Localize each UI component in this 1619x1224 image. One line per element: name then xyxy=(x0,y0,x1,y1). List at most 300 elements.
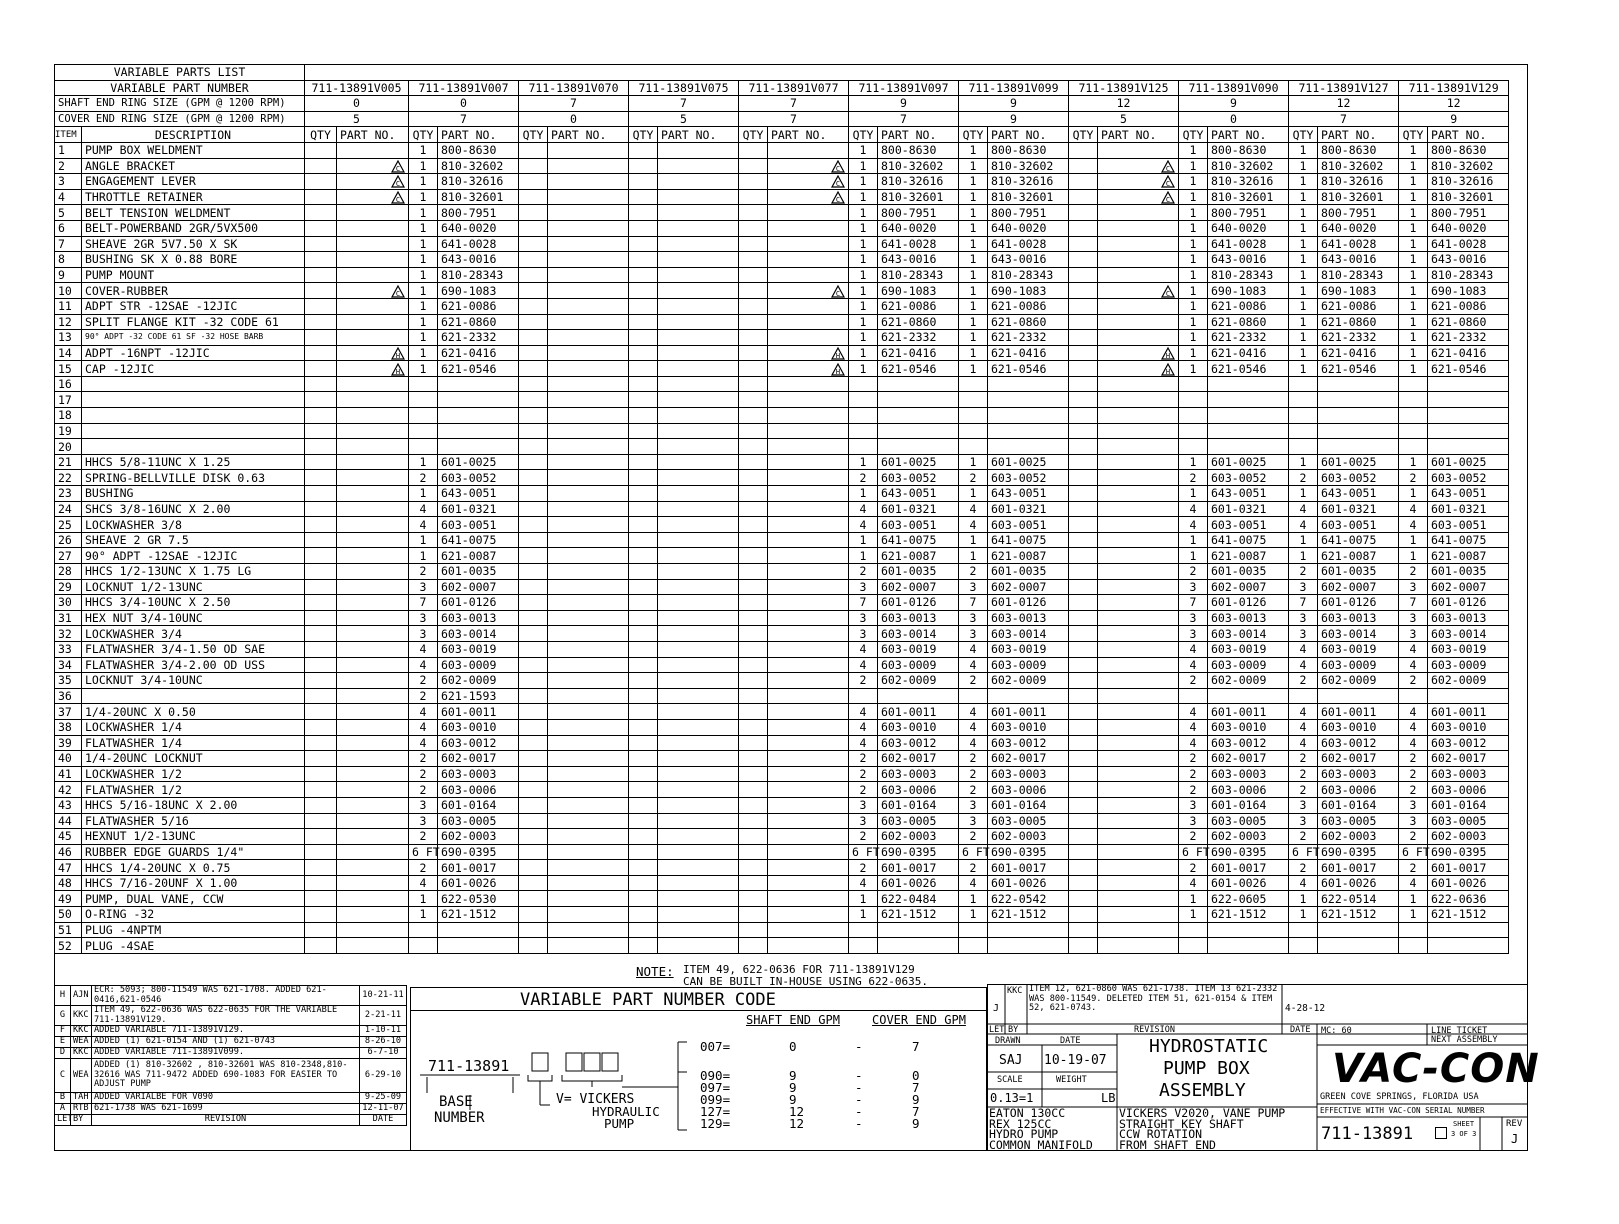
part-no-cell: 622-0484 xyxy=(878,891,959,907)
item-description: HHCS 7/16-20UNF X 1.00 xyxy=(82,875,305,891)
part-no-cell xyxy=(768,486,849,502)
qty-cell xyxy=(629,922,658,938)
part-no-cell xyxy=(658,641,739,657)
qty-cell xyxy=(1069,938,1098,954)
part-no-cell xyxy=(878,439,959,455)
qty-cell: 2 xyxy=(1179,782,1208,798)
qty-cell xyxy=(739,470,768,486)
table-row xyxy=(55,922,1619,938)
qty-cell xyxy=(519,564,548,580)
part-no-cell: 603-0051 xyxy=(438,517,519,533)
qty-cell: 1 xyxy=(1289,891,1318,907)
qty-cell: 1 xyxy=(1179,220,1208,236)
qty-cell: 1 xyxy=(959,548,988,564)
qty-cell xyxy=(519,922,548,938)
qty-cell: 3 xyxy=(849,626,878,642)
note-label: NOTE: xyxy=(636,964,674,979)
sheet-number: 3 OF 3 xyxy=(1451,1130,1477,1138)
qty-cell xyxy=(519,330,548,346)
part-no-cell: 800-8630 xyxy=(878,142,959,158)
part-no-cell: 800-7951 xyxy=(438,205,519,221)
revision-by: KKC xyxy=(71,1048,92,1059)
part-no-cell: 621-1512 xyxy=(1208,907,1289,923)
qty-cell xyxy=(629,813,658,829)
svg-text:C: C xyxy=(395,196,401,205)
qty-cell xyxy=(1399,688,1428,704)
variant-shaft-size: 9 xyxy=(959,96,1069,112)
drawn-label: DRAWN xyxy=(995,1036,1021,1046)
part-no-cell: 601-0017 xyxy=(878,860,959,876)
part-no-cell xyxy=(337,751,409,767)
part-no-cell xyxy=(1098,252,1179,268)
qty-cell: 4 xyxy=(849,704,878,720)
qty-cell xyxy=(1069,907,1098,923)
qty-cell: 1 xyxy=(959,345,988,361)
part-no-cell: 643-0016 xyxy=(988,252,1069,268)
qty-cell xyxy=(1069,766,1098,782)
qty-cell: 2 xyxy=(1289,470,1318,486)
qty-cell xyxy=(519,875,548,891)
item-header: ITEM xyxy=(55,127,82,143)
part-no-cell xyxy=(1098,439,1179,455)
qty-cell xyxy=(519,891,548,907)
part-no-cell: 690-0395 xyxy=(988,844,1069,860)
part-no-cell: 810-28343 xyxy=(438,267,519,283)
item-description: SPLIT FLANGE KIT -32 CODE 61 xyxy=(82,314,305,330)
part-no-cell xyxy=(768,252,849,268)
qty-header: QTY xyxy=(305,127,337,143)
part-no-cell: 601-0164 xyxy=(1208,797,1289,813)
qty-cell xyxy=(959,439,988,455)
part-no-cell xyxy=(1098,174,1179,190)
part-no-cell: 601-0126 xyxy=(438,595,519,611)
qty-cell: 1 xyxy=(409,174,438,190)
qty-cell xyxy=(1069,782,1098,798)
revision-text: ADDED VARIALBE FOR V090 xyxy=(92,1093,360,1104)
item-number: 43 xyxy=(55,797,82,813)
qty-cell xyxy=(1289,408,1318,424)
revision-letter: F xyxy=(55,1026,71,1037)
svg-text:H: H xyxy=(835,367,841,376)
revision-triangle-icon xyxy=(1161,160,1175,173)
qty-cell xyxy=(1289,688,1318,704)
qty-cell xyxy=(739,142,768,158)
item-number: 31 xyxy=(55,610,82,626)
qty-cell xyxy=(519,938,548,954)
qty-cell: 2 xyxy=(1399,751,1428,767)
table-row xyxy=(55,283,1619,299)
qty-cell xyxy=(849,922,878,938)
revision-by: RTB xyxy=(71,1104,92,1115)
item-number: 23 xyxy=(55,486,82,502)
part-no-cell xyxy=(548,532,629,548)
qty-cell: 3 xyxy=(1399,813,1428,829)
table-row xyxy=(55,735,1619,751)
part-no-cell xyxy=(548,283,629,299)
qty-cell: 4 xyxy=(1289,657,1318,673)
part-no-cell xyxy=(1208,376,1289,392)
part-no-cell xyxy=(768,142,849,158)
qty-cell xyxy=(305,454,337,470)
revision-text: ADDED VARIABLE 711-13891V129. xyxy=(92,1026,360,1037)
part-no-cell xyxy=(548,392,629,408)
date-label: DATE xyxy=(1060,1036,1081,1046)
part-no-cell: 621-0087 xyxy=(878,548,959,564)
part-no-cell: 601-0126 xyxy=(878,595,959,611)
part-no-cell xyxy=(1098,517,1179,533)
qty-cell: 6 FT xyxy=(849,844,878,860)
part-no-cell: 643-0051 xyxy=(1208,486,1289,502)
qty-cell xyxy=(629,938,658,954)
part-no-cell: 603-0006 xyxy=(878,782,959,798)
qty-cell xyxy=(959,423,988,439)
part-no-cell xyxy=(768,423,849,439)
part-no-cell xyxy=(1428,376,1509,392)
qty-cell xyxy=(1069,142,1098,158)
qty-cell xyxy=(1399,376,1428,392)
part-no-cell xyxy=(1098,829,1179,845)
qty-cell xyxy=(1289,938,1318,954)
part-no-cell: 603-0051 xyxy=(1208,517,1289,533)
qty-cell xyxy=(519,142,548,158)
revision-by: KKC xyxy=(71,1026,92,1037)
variant-part-number: 711-13891V129 xyxy=(1399,80,1509,96)
part-no-cell: 810-28343 xyxy=(1208,267,1289,283)
part-no-cell: 621-0416 xyxy=(1318,345,1399,361)
part-no-cell xyxy=(1098,766,1179,782)
table-row xyxy=(55,142,1619,158)
qty-cell: 1 xyxy=(1399,158,1428,174)
part-no-cell: 601-0025 xyxy=(988,454,1069,470)
part-no-cell: 810-28343 xyxy=(988,267,1069,283)
qty-cell: 2 xyxy=(959,470,988,486)
part-no-cell xyxy=(658,564,739,580)
qty-cell xyxy=(519,688,548,704)
part-no-cell: 690-1083 xyxy=(1428,283,1509,299)
qty-cell: 1 xyxy=(959,220,988,236)
code-dash: - xyxy=(855,1104,863,1119)
qty-cell: 2 xyxy=(409,688,438,704)
qty-cell xyxy=(305,252,337,268)
qty-cell: 1 xyxy=(1399,174,1428,190)
item-description: BELT TENSION WELDMENT xyxy=(82,205,305,221)
qty-cell xyxy=(519,376,548,392)
part-no-cell xyxy=(548,875,629,891)
part-no-cell: 601-0026 xyxy=(1208,875,1289,891)
qty-cell xyxy=(629,704,658,720)
item-number: 26 xyxy=(55,532,82,548)
company-address: GREEN COVE SPRINGS, FLORIDA USA xyxy=(1320,1092,1479,1102)
part-no-cell xyxy=(658,142,739,158)
variant-part-number: 711-13891V070 xyxy=(519,80,629,96)
qty-cell: 1 xyxy=(1179,267,1208,283)
part-no-cell xyxy=(548,751,629,767)
qty-cell: 4 xyxy=(959,735,988,751)
qty-cell xyxy=(629,205,658,221)
part-no-cell: 643-0016 xyxy=(438,252,519,268)
qty-cell: 4 xyxy=(409,719,438,735)
item-description: FLATWASHER 3/4-2.00 OD USS xyxy=(82,657,305,673)
part-no-cell: 643-0016 xyxy=(878,252,959,268)
part-no-cell: 621-2332 xyxy=(438,330,519,346)
item-number: 4 xyxy=(55,189,82,205)
part-no-cell xyxy=(658,797,739,813)
qty-cell: 2 xyxy=(1289,751,1318,767)
qty-cell xyxy=(629,252,658,268)
part-no-cell xyxy=(1098,751,1179,767)
qty-cell: 1 xyxy=(1289,158,1318,174)
part-no-header: PART NO. xyxy=(548,127,629,143)
qty-cell: 7 xyxy=(1179,595,1208,611)
part-no-cell xyxy=(658,704,739,720)
qty-cell: 4 xyxy=(1289,704,1318,720)
part-no-cell xyxy=(768,907,849,923)
part-no-cell xyxy=(337,595,409,611)
qty-cell xyxy=(305,860,337,876)
part-no-cell: 810-32616 xyxy=(988,174,1069,190)
qty-cell: 1 xyxy=(1399,220,1428,236)
table-row xyxy=(55,564,1619,580)
qty-cell: 2 xyxy=(1289,829,1318,845)
qty-cell: 1 xyxy=(1399,532,1428,548)
part-no-cell: 621-0087 xyxy=(1208,548,1289,564)
item-description xyxy=(82,439,305,455)
qty-cell xyxy=(629,782,658,798)
qty-cell xyxy=(519,532,548,548)
qty-cell xyxy=(629,501,658,517)
part-no-cell xyxy=(438,392,519,408)
part-no-cell xyxy=(658,408,739,424)
part-no-cell: 602-0003 xyxy=(438,829,519,845)
part-no-header: PART NO. xyxy=(337,127,409,143)
qty-cell xyxy=(1069,813,1098,829)
part-no-cell: 640-0020 xyxy=(1318,220,1399,236)
part-no-cell: 603-0051 xyxy=(1318,517,1399,533)
part-no-cell: 810-32602 xyxy=(1428,158,1509,174)
qty-cell xyxy=(519,751,548,767)
part-no-cell: 621-2332 xyxy=(1428,330,1509,346)
qty-cell xyxy=(305,548,337,564)
qty-cell xyxy=(1399,392,1428,408)
qty-cell xyxy=(519,766,548,782)
part-no-cell: 602-0007 xyxy=(1318,579,1399,595)
table-row xyxy=(55,236,1619,252)
qty-cell xyxy=(739,517,768,533)
qty-cell xyxy=(409,439,438,455)
part-no-cell xyxy=(768,220,849,236)
qty-cell: 2 xyxy=(1399,470,1428,486)
qty-cell xyxy=(305,517,337,533)
part-no-cell: 641-0075 xyxy=(1428,532,1509,548)
part-no-cell xyxy=(337,548,409,564)
part-no-cell xyxy=(337,641,409,657)
qty-cell xyxy=(739,314,768,330)
revision-row xyxy=(55,1006,407,1026)
note-line-1: ITEM 49, 622-0636 FOR 711-13891V129 xyxy=(683,963,915,976)
part-no-cell xyxy=(768,532,849,548)
part-no-cell: 800-8630 xyxy=(438,142,519,158)
qty-cell: 1 xyxy=(1289,174,1318,190)
code-dash: - xyxy=(855,1092,863,1107)
table-row xyxy=(55,298,1619,314)
table-row xyxy=(55,891,1619,907)
part-no-cell: 601-0126 xyxy=(1318,595,1399,611)
item-description: BUSHING SK X 0.88 BORE xyxy=(82,252,305,268)
part-no-cell xyxy=(1428,439,1509,455)
qty-cell xyxy=(519,470,548,486)
qty-cell xyxy=(519,673,548,689)
part-no-cell xyxy=(1098,486,1179,502)
part-no-cell: 603-0006 xyxy=(1208,782,1289,798)
qty-cell: 1 xyxy=(959,330,988,346)
svg-text:C: C xyxy=(1165,164,1171,173)
last-rev-let: J xyxy=(993,1003,1000,1014)
code-dash: - xyxy=(855,1116,863,1131)
qty-cell xyxy=(739,439,768,455)
part-no-cell xyxy=(658,158,739,174)
item-number: 45 xyxy=(55,829,82,845)
part-no-cell xyxy=(1098,345,1179,361)
item-number: 27 xyxy=(55,548,82,564)
code-shaft-gpm: 9 xyxy=(789,1068,797,1083)
item-description: HHCS 1/4-20UNC X 0.75 xyxy=(82,860,305,876)
part-no-cell: 603-0013 xyxy=(988,610,1069,626)
part-no-cell: 603-0009 xyxy=(438,657,519,673)
qty-cell xyxy=(739,423,768,439)
base-label-2: NUMBER xyxy=(434,1110,485,1126)
qty-cell xyxy=(739,532,768,548)
qty-cell xyxy=(629,735,658,751)
part-no-cell: 641-0028 xyxy=(1428,236,1509,252)
item-description: LOCKNUT 1/2-13UNC xyxy=(82,579,305,595)
qty-cell: 3 xyxy=(1399,610,1428,626)
qty-cell: 2 xyxy=(409,470,438,486)
code-shaft-gpm: 9 xyxy=(789,1080,797,1095)
variant-part-number: 711-13891V125 xyxy=(1069,80,1179,96)
revision-header: LET xyxy=(55,1115,71,1126)
variant-shaft-size: 12 xyxy=(1069,96,1179,112)
qty-cell xyxy=(519,610,548,626)
part-no-cell: 601-0011 xyxy=(1208,704,1289,720)
qty-cell xyxy=(629,673,658,689)
part-no-cell xyxy=(548,408,629,424)
qty-cell xyxy=(629,174,658,190)
qty-cell xyxy=(305,797,337,813)
item-number: 16 xyxy=(55,376,82,392)
part-no-cell: 643-0051 xyxy=(988,486,1069,502)
revision-triangle-icon xyxy=(831,363,845,376)
item-number: 24 xyxy=(55,501,82,517)
qty-cell: 1 xyxy=(1399,252,1428,268)
part-no-cell xyxy=(337,844,409,860)
qty-cell: 4 xyxy=(849,875,878,891)
qty-cell xyxy=(629,766,658,782)
part-no-cell xyxy=(548,844,629,860)
part-no-cell xyxy=(1098,361,1179,377)
revision-triangle-icon xyxy=(1161,363,1175,376)
part-no-cell xyxy=(658,283,739,299)
qty-cell: 3 xyxy=(959,579,988,595)
hdr-revision: REVISION xyxy=(1134,1025,1175,1035)
part-no-cell xyxy=(658,376,739,392)
item-description: ENGAGEMENT LEVER xyxy=(82,174,305,190)
qty-cell: 1 xyxy=(409,486,438,502)
qty-cell: 4 xyxy=(1289,719,1318,735)
qty-cell: 1 xyxy=(1289,532,1318,548)
qty-cell: 1 xyxy=(1179,454,1208,470)
part-no-cell xyxy=(337,142,409,158)
qty-cell: 1 xyxy=(409,548,438,564)
table-row xyxy=(55,657,1619,673)
item-description: LOCKWASHER 3/4 xyxy=(82,626,305,642)
part-no-cell: 603-0014 xyxy=(988,626,1069,642)
part-no-cell xyxy=(1428,423,1509,439)
part-no-cell xyxy=(1098,501,1179,517)
part-no-cell: 601-0164 xyxy=(1318,797,1399,813)
qty-cell xyxy=(519,314,548,330)
qty-cell xyxy=(305,470,337,486)
part-no-cell: 810-32601 xyxy=(1428,189,1509,205)
part-no-cell xyxy=(548,891,629,907)
qty-cell xyxy=(1179,922,1208,938)
variant-cover-size: 9 xyxy=(1399,111,1509,127)
part-no-cell: 603-0005 xyxy=(878,813,959,829)
rev-label: REV xyxy=(1506,1119,1523,1129)
table-row xyxy=(55,813,1619,829)
table-row xyxy=(55,797,1619,813)
part-no-cell: 621-0086 xyxy=(1428,298,1509,314)
part-no-cell xyxy=(658,657,739,673)
qty-cell: 4 xyxy=(1179,875,1208,891)
part-no-cell xyxy=(337,797,409,813)
part-no-cell xyxy=(1098,626,1179,642)
qty-cell xyxy=(849,938,878,954)
revision-row xyxy=(55,1037,407,1048)
qty-cell: 1 xyxy=(1399,548,1428,564)
qty-cell: 3 xyxy=(409,610,438,626)
qty-cell: 1 xyxy=(1289,361,1318,377)
qty-cell: 1 xyxy=(959,907,988,923)
code-cover-gpm: 9 xyxy=(912,1092,920,1107)
item-number: 47 xyxy=(55,860,82,876)
qty-cell: 2 xyxy=(409,860,438,876)
item-number: 19 xyxy=(55,423,82,439)
part-no-cell: 601-0011 xyxy=(438,704,519,720)
part-no-cell: 621-0087 xyxy=(1428,548,1509,564)
table-row xyxy=(55,345,1619,361)
part-no-cell xyxy=(1098,704,1179,720)
part-no-cell xyxy=(658,454,739,470)
qty-cell xyxy=(519,252,548,268)
part-no-cell: 603-0010 xyxy=(878,719,959,735)
qty-cell xyxy=(739,361,768,377)
part-no-cell: 603-0005 xyxy=(1318,813,1399,829)
qty-cell: 1 xyxy=(849,907,878,923)
qty-cell xyxy=(739,548,768,564)
revision-letter: H xyxy=(55,986,71,1006)
part-no-cell xyxy=(438,922,519,938)
base-label-1: BASE xyxy=(439,1094,473,1110)
item-number: 35 xyxy=(55,673,82,689)
item-number: 8 xyxy=(55,252,82,268)
item-number: 11 xyxy=(55,298,82,314)
part-no-cell xyxy=(337,330,409,346)
item-number: 44 xyxy=(55,813,82,829)
qty-cell: 3 xyxy=(1399,579,1428,595)
part-no-cell xyxy=(1098,813,1179,829)
svg-text:C: C xyxy=(835,196,841,205)
qty-cell xyxy=(305,922,337,938)
